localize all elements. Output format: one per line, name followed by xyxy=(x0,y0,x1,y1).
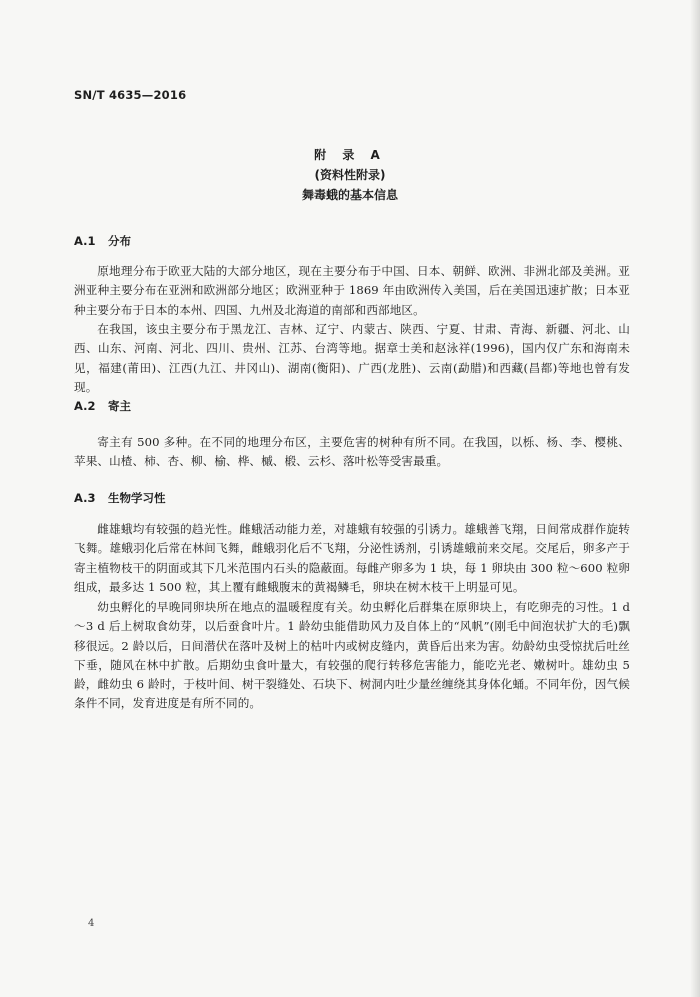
document-code: SN/T 4635—2016 xyxy=(74,88,187,102)
section-number: A.2 xyxy=(74,399,96,413)
appendix-type: (资料性附录) xyxy=(314,168,386,182)
section-title: 生物学习性 xyxy=(108,491,166,505)
section-heading-a3 xyxy=(74,490,166,506)
section-heading-a1 xyxy=(74,233,131,249)
appendix-name: 舞毒蛾的基本信息 xyxy=(301,188,398,202)
section-title: 寄主 xyxy=(108,399,131,413)
appendix-title: 附 录 A xyxy=(314,148,386,162)
paragraph: 原地理分布于欧亚大陆的大部分地区，现在主要分布于中国、日本、朝鲜、欧洲、非洲北部及美洲。亚洲亚种主要分布在亚洲和欧洲部分地区；欧洲亚种于 1869 年由欧洲传入美国，后在美国迅速扩散；日本亚种主要分布于日本的本州、四国、九州及北海道的南部和西部地区。 xyxy=(74,264,630,317)
paragraph: 在我国，该虫主要分布于黑龙江、吉林、辽宁、内蒙古、陕西、宁夏、甘肃、青海、新疆、河北、山西、山东、河南、河北、四川、贵州、江苏、台湾等地。据章士美和赵泳祥(1996)，国内仅广东和海南未见，福建(莆田)、江西(九江、井冈山)、湖南(衡阳)、广西(龙胜)、云南(勐腊)和西藏(昌都)等地也曾有发现。 xyxy=(74,322,630,394)
section-title: 分布 xyxy=(108,234,131,248)
section-heading-a2 xyxy=(74,398,131,414)
section-number: A.1 xyxy=(74,234,96,248)
paragraph: 寄主有 500 多种。在不同的地理分布区，主要危害的树种有所不同。在我国，以栎、杨、李、樱桃、苹果、山楂、柿、杏、柳、榆、桦、槭、椴、云杉、落叶松等受害最重。 xyxy=(74,435,630,469)
section-number: A.3 xyxy=(74,491,96,505)
page-number: 4 xyxy=(88,918,95,929)
paragraph: 幼虫孵化的早晚同卵块所在地点的温暖程度有关。幼虫孵化后群集在原卵块上，有吃卵壳的习性。1 d～3 d 后上树取食幼芽，以后蚕食叶片。1 龄幼虫能借助风力及自体上的“风帆”(刚毛中间泡状扩大的毛)飘移很远。2 龄以后，日间潜伏在落叶及树上的枯叶内或树皮缝内，黄昏后出来为害。幼龄幼虫受惊扰后吐丝下垂，随风在林中扩散。后期幼虫食叶量大，有较强的爬行转移危害能力，能吃光老、嫩树叶。雄幼虫 5 龄，雌幼虫 6 龄时，于枝叶间、树干裂缝处、石块下、树洞内吐少量丝缠绕其身体化蛹。不同年份，因气候条件不同，发育进度是有所不同的。 xyxy=(74,600,630,711)
paragraph: 雌雄蛾均有较强的趋光性。雌蛾活动能力差，对雄蛾有较强的引诱力。雄蛾善飞翔，日间常成群作旋转飞舞。雄蛾羽化后常在林间飞舞，雌蛾羽化后不飞翔，分泌性诱剂，引诱雄蛾前来交尾。交尾后，卵多产于寄主植物枝干的阴面或其下几米范围内石头的隐蔽面。每雌产卵多为 1 块，每 1 卵块由 300 粒～600 粒卵组成，最多达 1 500 粒，其上覆有雌蛾腹末的黄褐鳞毛，卵块在树木枝干上明显可见。 xyxy=(74,522,630,594)
